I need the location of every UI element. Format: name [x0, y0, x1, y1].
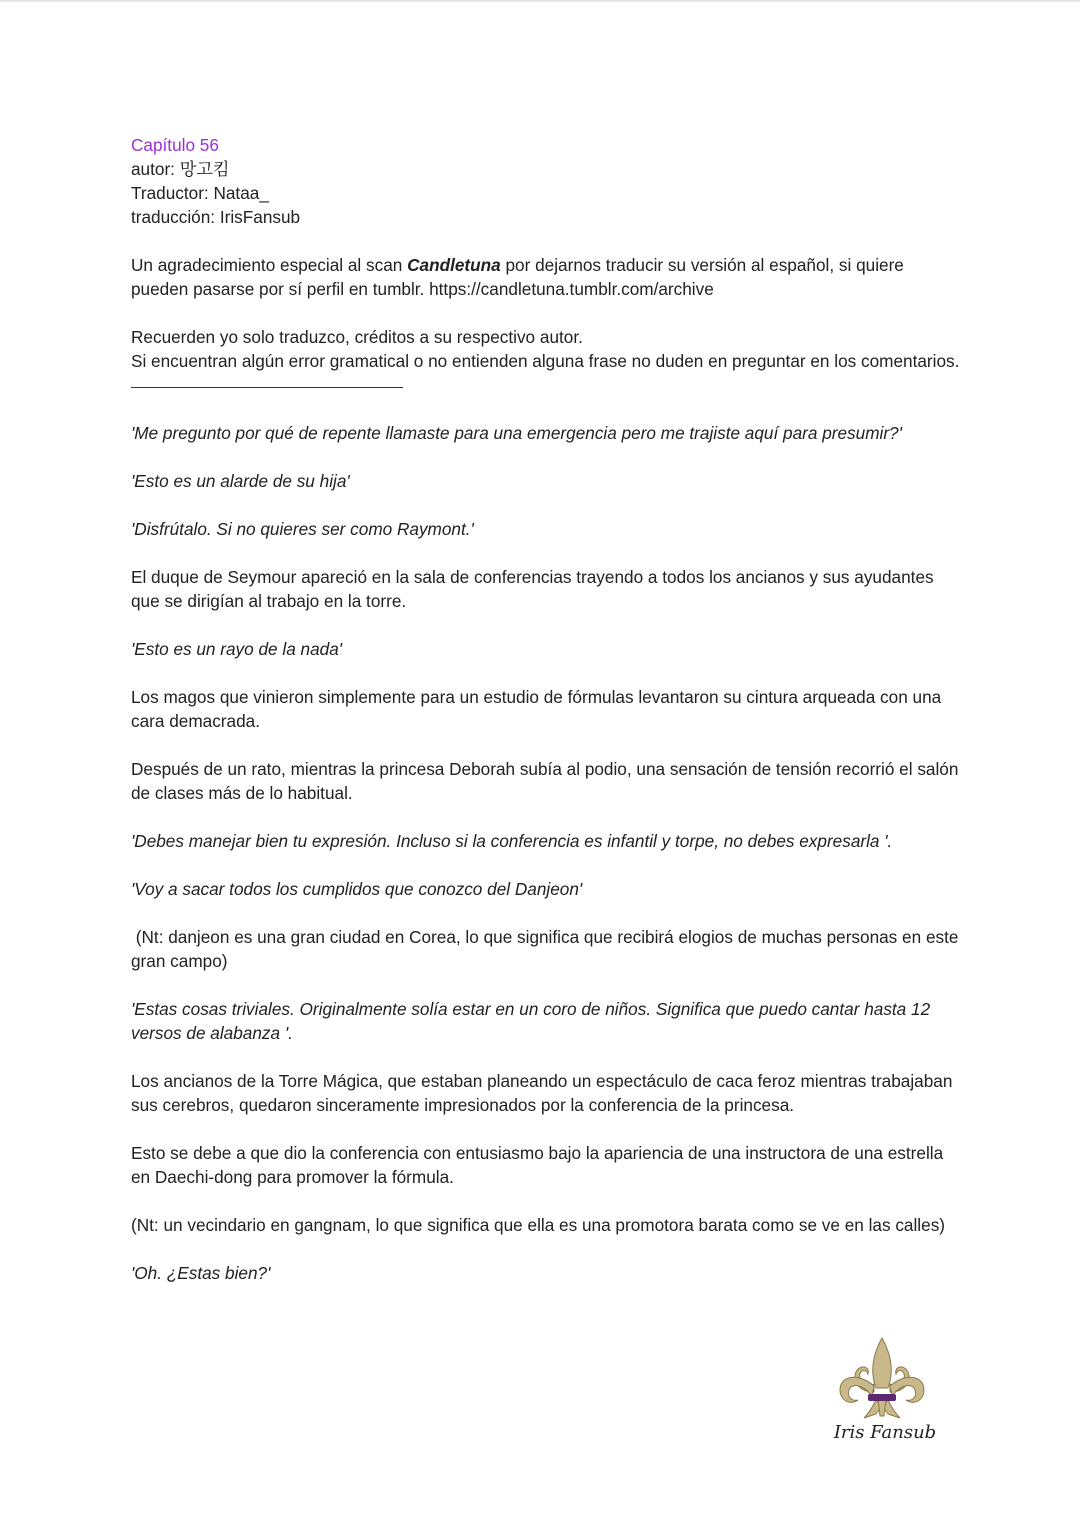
author-line: autor: 망고킴 — [131, 159, 230, 179]
thanks-before: Un agradecimiento especial al scan — [131, 255, 408, 275]
translation-line: traducción: IrisFansub — [131, 207, 301, 227]
story-paragraph: (Nt: un vecindario en gangnam, lo que significa que ella es una promotora barata como se ve en las calles) — [131, 1215, 946, 1235]
translator-line: Traductor: Nataa_ — [131, 183, 269, 203]
story-paragraph: (Nt: danjeon es una gran ciudad en Corea, lo que significa que recibirá elogios de muchas personas en este gran campo) — [131, 927, 964, 971]
story-paragraph: 'Oh. ¿Estas bien?' — [131, 1263, 271, 1283]
story-paragraph: Esto se debe a que dio la conferencia con entusiasmo bajo la apariencia de una instructora de una estrella en Daechi-dong para promover la fórmula. — [131, 1143, 944, 1187]
separator-line — [131, 387, 403, 388]
story-paragraph: 'Voy a sacar todos los cumplidos que conozco del Danjeon' — [131, 879, 583, 899]
document-body — [131, 133, 964, 1309]
chapter-title: Capítulo 56 — [131, 135, 219, 155]
story-paragraph: 'Disfrútalo. Si no quieres ser como Raymont.' — [131, 519, 474, 539]
logo-text: Iris Fansub — [833, 1422, 937, 1443]
thanks-paragraph — [131, 253, 961, 301]
story-paragraph: 'Esto es un alarde de su hija' — [131, 471, 350, 491]
iris-fansub-logo — [830, 1336, 940, 1451]
notice-line-2: Si encuentran algún error gramatical o no entienden alguna frase no duden en preguntar en los comentarios. — [131, 351, 960, 371]
thanks-after: por dejarnos traducir su versión al español, si quiere pueden pasarse por sí perfil en tumblr. https://candletuna.tumblr.com/archive — [131, 255, 904, 299]
notice-line-1: Recuerden yo solo traduzco, créditos a su respectivo autor. — [131, 327, 583, 347]
story-paragraph: Los magos que vinieron simplemente para un estudio de fórmulas levantaron su cintura arqueada con una cara demacrada. — [131, 687, 942, 731]
story-paragraph: El duque de Seymour apareció en la sala de conferencias trayendo a todos los ancianos y sus ayudantes que se dirigían al trabajo en la torre. — [131, 567, 934, 611]
story-paragraph: 'Esto es un rayo de la nada' — [131, 639, 343, 659]
story-text — [131, 421, 964, 1285]
story-paragraph: 'Debes manejar bien tu expresión. Incluso si la conferencia es infantil y torpe, no debes expresarla '. — [131, 831, 893, 851]
scan-name: Candletuna — [407, 255, 501, 275]
story-paragraph: Los ancianos de la Torre Mágica, que estaban planeando un espectáculo de caca feroz mientras trabajaban sus cerebros, quedaron sinceramente impresionados por la conferencia de la princesa. — [131, 1071, 953, 1115]
fleur-de-lis-icon — [830, 1336, 940, 1422]
story-paragraph: 'Estas cosas triviales. Originalmente solía estar en un coro de niños. Significa que puedo cantar hasta 12 versos de alabanza '. — [131, 999, 931, 1043]
story-paragraph: Después de un rato, mientras la princesa Deborah subía al podio, una sensación de tensión recorrió el salón de clases más de lo habitual. — [131, 759, 959, 803]
story-paragraph: 'Me pregunto por qué de repente llamaste para una emergencia pero me trajiste aquí para presumir?' — [131, 423, 902, 443]
